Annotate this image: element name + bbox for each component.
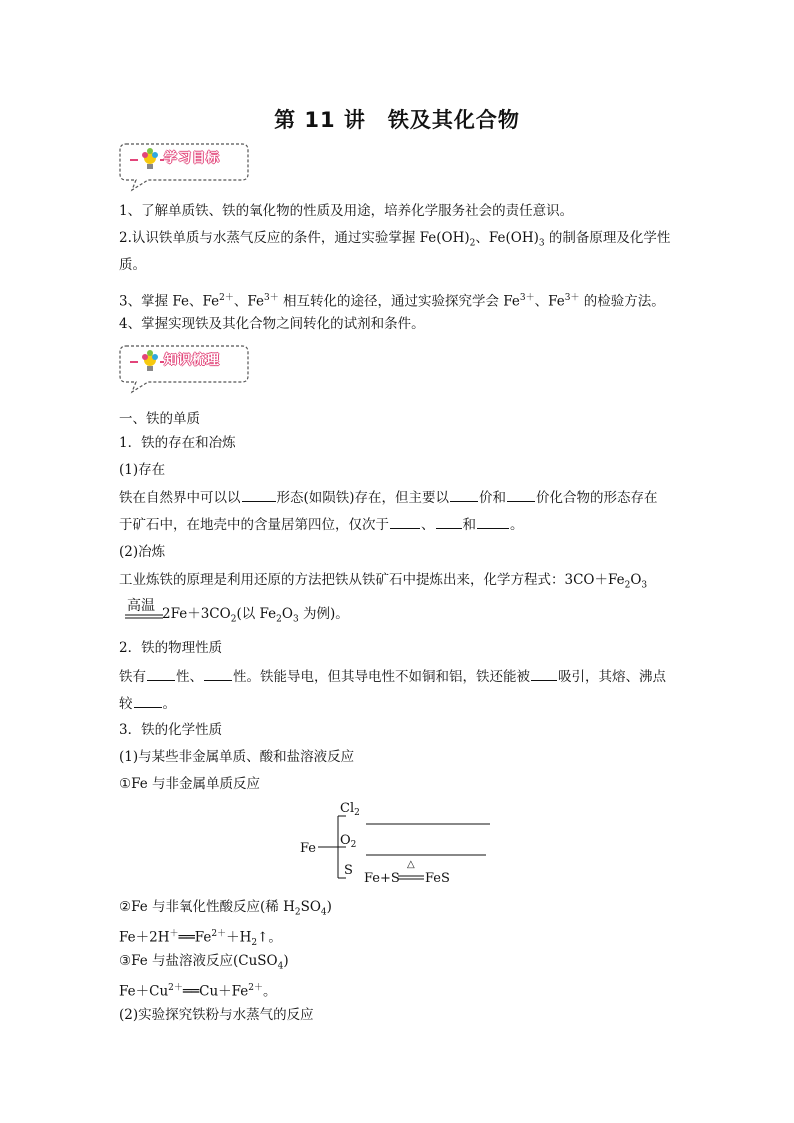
fill-blank[interactable] bbox=[531, 667, 557, 681]
double-arrow-icon bbox=[123, 595, 165, 625]
goal-2: 2.认识铁单质与水蒸气反应的条件，通过实验掌握 $Fe(OH)_2$、$Fe(OH)_3$ 的制备原理及化学性 bbox=[119, 230, 671, 249]
existence-line-2: 于矿石中，在地壳中的含量居第四位，仅次于 、 和 。 bbox=[119, 517, 524, 533]
o2-label: $O_2$ bbox=[340, 833, 357, 850]
badge-label: 知识梳理 bbox=[164, 353, 221, 368]
fill-blank[interactable] bbox=[436, 515, 462, 529]
equation-1: $Fe+2H^+══Fe^{2+}+H_2↑$。 bbox=[119, 929, 282, 949]
paragraph-label: (1)存在 bbox=[119, 462, 166, 478]
fes-product: FeS bbox=[425, 871, 450, 886]
existence-line-1: 铁在自然界中可以以 形态(如陨铁)存在，但主要以 价和 价化合物的形态存在 bbox=[119, 490, 658, 506]
page-title: 第 11 讲 铁及其化合物 bbox=[274, 108, 520, 132]
fe-reaction-diagram bbox=[294, 800, 504, 890]
chem-property-1b: ②Fe 与非氧化性酸反应(稀 $H_2SO_4$) bbox=[119, 899, 332, 918]
goal-1: 1、了解单质铁、铁的氧化物的性质及用途，培养化学服务社会的责任意识。 bbox=[119, 203, 574, 219]
badge-label: 学习目标 bbox=[164, 151, 221, 166]
subsection-2: 2．铁的物理性质 bbox=[119, 640, 223, 656]
chem-property-1c: ③Fe 与盐溶液反应(CuSO$_4$) bbox=[119, 953, 289, 972]
smelting-line-2: $2Fe+3CO_2$(以 $Fe_2O_3$ 为例)。 bbox=[162, 606, 349, 625]
fill-blank[interactable] bbox=[507, 488, 535, 502]
fill-blank[interactable] bbox=[204, 667, 232, 681]
fill-blank[interactable] bbox=[242, 488, 276, 502]
fill-blank[interactable] bbox=[450, 488, 478, 502]
knowledge-badge bbox=[118, 342, 250, 392]
heat-symbol: △ bbox=[407, 859, 415, 870]
learning-goals-badge bbox=[118, 140, 250, 190]
equation-2: $Fe+Cu^{2+}══Cu+Fe^{2+}$。 bbox=[119, 983, 277, 1000]
physical-line-2: 较 。 bbox=[119, 696, 176, 712]
subsection-3: 3．铁的化学性质 bbox=[119, 722, 223, 738]
physical-line-1: 铁有 性、 性。铁能导电，但其导电性不如铜和铝，铁还能被 吸引，其熔、沸点 bbox=[119, 669, 666, 685]
cl2-label: $Cl_2$ bbox=[340, 801, 360, 818]
goal-2-cont: 质。 bbox=[119, 257, 146, 273]
fill-blank[interactable] bbox=[147, 667, 175, 681]
chem-property-1: (1)与某些非金属单质、酸和盐溶液反应 bbox=[119, 749, 355, 765]
chem-property-1a: ①Fe 与非金属单质反应 bbox=[119, 776, 261, 792]
section-heading: 一、铁的单质 bbox=[119, 411, 200, 427]
goal-4: 4、掌握实现铁及其化合物之间转化的试剂和条件。 bbox=[119, 316, 425, 332]
fill-blank[interactable] bbox=[477, 515, 509, 529]
goal-3: 3、掌握 Fe、$Fe^{2+}$、$Fe^{3+}$ 相互转化的途径，通过实验探究学会 $Fe^{3+}$、$Fe^{3+}$ 的检验方法。 bbox=[119, 293, 665, 310]
fe-s-reactants: Fe+S bbox=[364, 871, 400, 886]
fe-label: Fe bbox=[300, 841, 317, 856]
s-label: S bbox=[344, 863, 353, 878]
chem-property-2: (2)实验探究铁粉与水蒸气的反应 bbox=[119, 1007, 314, 1023]
fill-blank[interactable] bbox=[134, 694, 162, 708]
fill-blank[interactable] bbox=[390, 515, 420, 529]
paragraph-label: (2)冶炼 bbox=[119, 544, 166, 560]
smelting-line-1: 工业炼铁的原理是利用还原的方法把铁从铁矿石中提炼出来，化学方程式：$3CO+Fe_2O_3$ bbox=[119, 572, 648, 591]
subsection-1: 1．铁的存在和冶炼 bbox=[119, 435, 236, 451]
reaction-condition: 高温 bbox=[123, 595, 165, 625]
